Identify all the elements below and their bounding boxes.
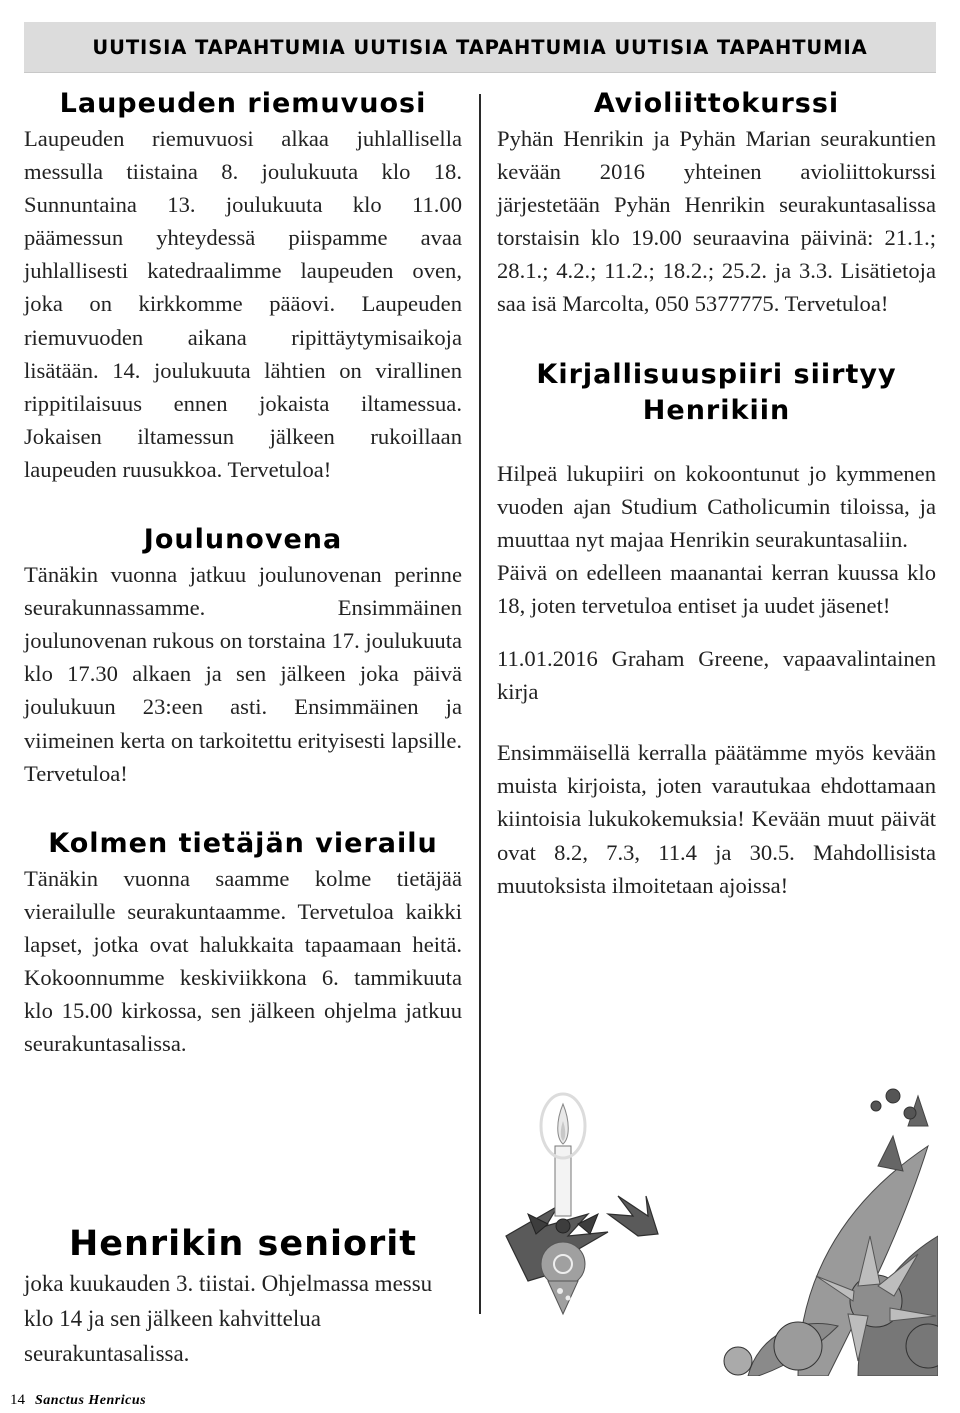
article-paragraph: Hilpeä lukupiiri on kokoontunut jo kymmenen vuoden ajan Studium Catholicumin tiloissa, ja muuttaa nyt majaa Henrikin seurakuntasaliin. [497,460,936,552]
page-footer [10,1392,146,1409]
article-avioliittokurssi [497,86,936,321]
article-body: Laupeuden riemuvuosi alkaa juhlallisella messulla tiistaina 8. joulukuuta klo 18. Sunnuntaina 13. joulukuuta klo 11.00 päämessun yhteydessä piispamme avaa juhlallisesti katedraalimme laupeuden oven, joka on kirkkomme pääovi. Laupeuden riemuvuoden aikana ripittäytymisaikoja lisätään. 14. joulukuuta lähtien on virallinen rippitilaisuus ennen jokaista iltamessua. Jokaisen iltamessun jälkeen rukoillaan laupeuden ruusukkoa. Tervetuloa! [24,126,462,482]
article-joulunovena [24,522,462,790]
article-tietajat [24,826,462,1061]
article-body: joka kuukauden 3. tiistai. Ohjelmassa messu klo 14 ja sen jälkeen kahvittelua seurakuntasalissa. [24,1271,433,1366]
article-title: Joulunovena [143,524,343,556]
article-title: Kolmen tietäjän vierailu [48,827,438,859]
right-column [497,86,936,902]
article-seniorit [24,1222,462,1371]
section-banner: UUTISIA TAPAHTUMIA UUTISIA TAPAHTUMIA UUTISIA TAPAHTUMIA [24,22,936,73]
christmas-candle-ornament-icon [498,1086,938,1376]
article-paragraph: 11.01.2016 Graham Greene, vapaavalintainen kirja [497,646,936,705]
article-body: Pyhän Henrikin ja Pyhän Marian seurakuntien kevään 2016 yhteinen avioliittokurssi järjestetään Pyhän Henrikin seurakuntasalissa torstaisin klo 19.00 seuraavina päivinä: 21.1.; 28.1.; 4.2.; 11.2.; 18.2.; 25.2. ja 3.3. Lisätietoja saa isä Marcolta, 050 5377775. Tervetuloa! [497,126,936,317]
article-kirjallisuuspiiri [497,357,936,902]
article-title: Laupeuden riemuvuosi [59,88,427,119]
article-body: Tänäkin vuonna saamme kolme tietäjää vierailulle seurakuntaamme. Tervetuloa kaikki lapset, jotka ovat halukkaita tapaamaan heitä. Kokoonnumme keskiviikkona 6. tammikuuta klo 15.00 kirkossa, sen jälkeen ohjelma jatkuu seurakuntasalissa. [24,865,462,1057]
article-title: Henrikin seniorit [68,1224,418,1264]
magazine-name: Sanctus Henricus [35,1393,147,1408]
column-divider [479,94,481,1314]
article-title: Avioliittokurssi [593,88,840,119]
article-title: Kirjallisuuspiiri siirtyy Henrikiin [536,358,897,426]
page-number: 14 [10,1392,25,1408]
article-paragraph: Päivä on edelleen maanantai kerran kuussa klo 18, joten tervetuloa entiset ja uudet jäsenet! [497,559,936,618]
left-column [24,86,462,1060]
article-body: Tänäkin vuonna jatkuu joulunovenan perinne seurakunnassamme. Ensimmäinen joulunovenan rukous on torstaina 17. joulukuuta klo 17.30 alkaen ja sen jälkeen joka päivä joulukuun 23:een asti. Ensimmäinen ja viimeinen kerta on tarkoitettu erityisesti lapsille. Tervetuloa! [24,562,463,786]
article-laupeus [24,86,462,486]
article-paragraph: Ensimmäisellä kerralla päätämme myös kevään muista kirjoista, joten varautukaa ehdottamaan kiintoisia lukukokemuksia! Kevään muut päivät ovat 8.2, 7.3, 11.4 ja 30.5. Mahdollisista muutoksista ilmoitetaan ajoissa! [497,740,936,898]
